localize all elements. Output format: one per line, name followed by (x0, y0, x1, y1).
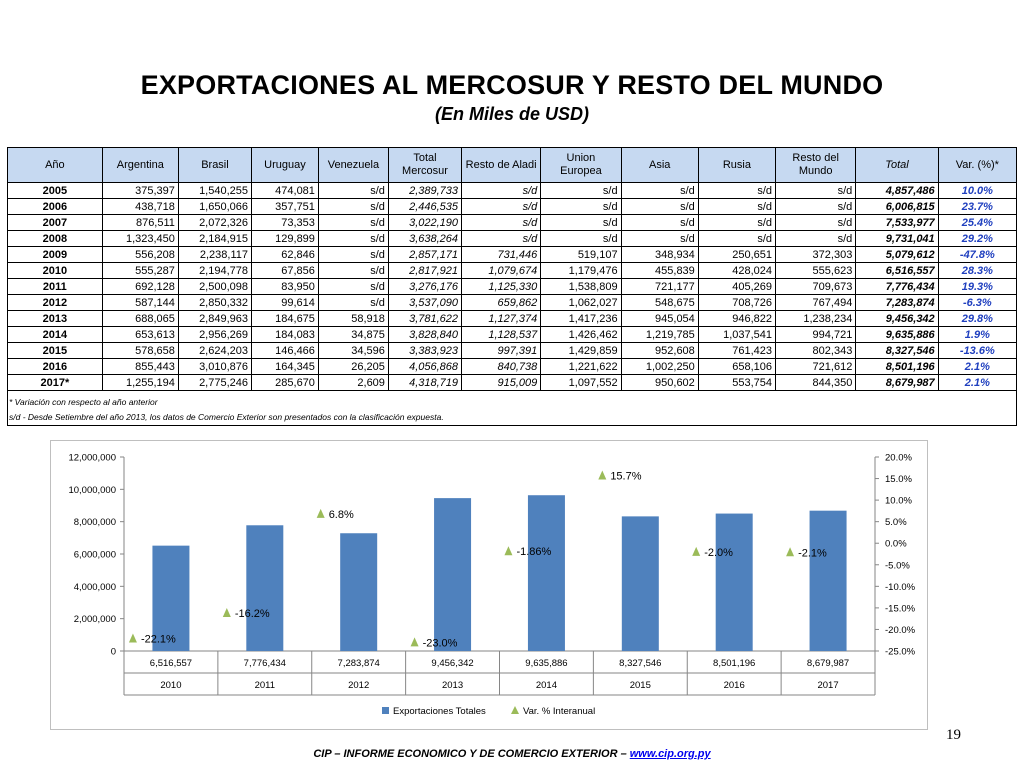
right-tick-label: 15.0% (885, 474, 912, 486)
category-label: 2016 (723, 680, 745, 691)
table-cell: 1,221,622 (541, 359, 621, 375)
table-cell: 555,287 (102, 263, 178, 279)
table-cell: s/d (318, 231, 388, 247)
header-cell: Uruguay (252, 148, 319, 183)
right-tick-label: 0.0% (885, 538, 907, 550)
table-cell: 1,179,476 (541, 263, 621, 279)
table-cell: 997,391 (462, 343, 541, 359)
legend-marker-label: Var. % Interanual (523, 706, 596, 717)
table-cell: s/d (621, 199, 698, 215)
table-cell: 1,426,462 (541, 327, 621, 343)
header-cell: Var. (%)* (938, 148, 1016, 183)
table-cell: 6,006,815 (856, 199, 938, 215)
table-cell: 1,079,674 (462, 263, 541, 279)
table-cell: 438,718 (102, 199, 178, 215)
table-cell: s/d (776, 183, 856, 199)
table-cell: 184,675 (252, 311, 319, 327)
year-cell: 2005 (8, 183, 103, 199)
table-cell: 2,817,921 (388, 263, 461, 279)
table-cell: 2.1% (938, 375, 1016, 391)
table-cell: 34,596 (318, 343, 388, 359)
table-cell: s/d (776, 215, 856, 231)
table-cell: 915,009 (462, 375, 541, 391)
category-label: 2012 (348, 680, 370, 691)
page-subtitle: (En Miles de USD) (434, 104, 590, 124)
table-cell: 950,602 (621, 375, 698, 391)
variation-label: -2.1% (798, 547, 827, 560)
table-cell: s/d (462, 183, 541, 199)
table-cell: 709,673 (776, 279, 856, 295)
table-cell: 2,849,963 (178, 311, 251, 327)
table-cell: 1,127,374 (462, 311, 541, 327)
table-cell: 1,128,537 (462, 327, 541, 343)
table-cell: 164,345 (252, 359, 319, 375)
table-cell: 348,934 (621, 247, 698, 263)
table-cell: s/d (541, 231, 621, 247)
table-row (8, 247, 1017, 263)
table-cell: 19.3% (938, 279, 1016, 295)
variation-marker (598, 471, 606, 480)
table-cell: 8,327,546 (856, 343, 938, 359)
bar (434, 498, 471, 651)
left-tick-label: 2,000,000 (73, 614, 116, 626)
right-tick-label: 10.0% (885, 495, 912, 507)
category-value-label: 7,283,874 (337, 658, 380, 669)
table-cell: 855,443 (102, 359, 178, 375)
table-cell: -13.6% (938, 343, 1016, 359)
table-cell: 2,850,332 (178, 295, 251, 311)
header-cell: Resto de Aladi (462, 148, 541, 183)
table-cell: 945,054 (621, 311, 698, 327)
table-cell: 587,144 (102, 295, 178, 311)
header-cell: Total (856, 148, 938, 183)
table-cell: 23.7% (938, 199, 1016, 215)
table-cell: 4,857,486 (856, 183, 938, 199)
table-row (8, 215, 1017, 231)
bar (340, 533, 377, 651)
table-cell: 731,446 (462, 247, 541, 263)
bar (528, 495, 565, 651)
table-cell: 1,540,255 (178, 183, 251, 199)
variation-marker (504, 546, 512, 555)
table-cell: s/d (698, 231, 775, 247)
table-cell: 1,238,234 (776, 311, 856, 327)
table-cell: 708,726 (698, 295, 775, 311)
table-cell: 658,106 (698, 359, 775, 375)
table-cell: -6.3% (938, 295, 1016, 311)
table-row (8, 359, 1017, 375)
table-cell: 2,389,733 (388, 183, 461, 199)
category-label: 2017 (817, 680, 839, 691)
table-cell: 1,062,027 (541, 295, 621, 311)
table-cell: 83,950 (252, 279, 319, 295)
left-tick-label: 10,000,000 (68, 484, 116, 496)
table-cell: 29.8% (938, 311, 1016, 327)
table-cell: s/d (698, 215, 775, 231)
category-label: 2010 (160, 680, 182, 691)
table-cell: 688,065 (102, 311, 178, 327)
table-cell: 1,255,194 (102, 375, 178, 391)
table-cell: 802,343 (776, 343, 856, 359)
variation-label: -16.2% (234, 608, 270, 621)
year-cell: 2015 (8, 343, 103, 359)
table-cell: s/d (318, 263, 388, 279)
header-cell: Resto del Mundo (776, 148, 856, 183)
legend-marker-swatch (511, 706, 519, 714)
category-label: 2011 (254, 680, 276, 691)
variation-marker (411, 637, 419, 646)
page-number: 19 (946, 727, 961, 743)
table-cell: 4,318,719 (388, 375, 461, 391)
table-cell: 6,516,557 (856, 263, 938, 279)
table-cell: 3,828,840 (388, 327, 461, 343)
table-cell: 876,511 (102, 215, 178, 231)
table-cell: s/d (541, 183, 621, 199)
year-cell: 2010 (8, 263, 103, 279)
exports-chart (50, 440, 928, 730)
table-cell: 653,613 (102, 327, 178, 343)
variation-label: 6.8% (328, 508, 354, 521)
variation-marker (129, 633, 137, 642)
year-cell: 2006 (8, 199, 103, 215)
table-cell: 129,899 (252, 231, 319, 247)
right-tick-label: -25.0% (885, 646, 916, 658)
table-cell: 3,638,264 (388, 231, 461, 247)
table-cell: 10.0% (938, 183, 1016, 199)
table-cell: 3,022,190 (388, 215, 461, 231)
right-tick-label: -15.0% (885, 603, 916, 615)
table-cell: 1,037,541 (698, 327, 775, 343)
right-tick-label: -20.0% (885, 624, 916, 636)
table-cell: 26,205 (318, 359, 388, 375)
table-cell: s/d (776, 231, 856, 247)
header-cell: Asia (621, 148, 698, 183)
table-cell: 146,466 (252, 343, 319, 359)
category-value-label: 7,776,434 (243, 658, 286, 669)
left-tick-label: 12,000,000 (68, 452, 116, 464)
table-cell: 29.2% (938, 231, 1016, 247)
table-cell: 840,738 (462, 359, 541, 375)
table-cell: 9,635,886 (856, 327, 938, 343)
table-cell: 58,918 (318, 311, 388, 327)
table-cell: 2.1% (938, 359, 1016, 375)
table-row (8, 375, 1017, 391)
table-cell: 721,612 (776, 359, 856, 375)
left-tick-label: 0 (110, 646, 116, 658)
table-row (8, 231, 1017, 247)
category-value-label: 8,327,546 (619, 658, 662, 669)
table-cell: s/d (318, 183, 388, 199)
year-cell: 2009 (8, 247, 103, 263)
table-cell: 2,184,915 (178, 231, 251, 247)
header-cell: Argentina (102, 148, 178, 183)
table-cell: 1,125,330 (462, 279, 541, 295)
year-cell: 2012 (8, 295, 103, 311)
table-cell: 2,956,269 (178, 327, 251, 343)
table-cell: 9,456,342 (856, 311, 938, 327)
table-cell: 5,079,612 (856, 247, 938, 263)
category-value-label: 9,635,886 (525, 658, 568, 669)
right-tick-label: -5.0% (885, 560, 910, 572)
table-cell: 2,072,326 (178, 215, 251, 231)
bar (716, 514, 753, 651)
table-cell: s/d (318, 247, 388, 263)
category-label: 2014 (535, 680, 558, 691)
table-cell: 7,283,874 (856, 295, 938, 311)
table-cell: 2,500,098 (178, 279, 251, 295)
table-cell: 285,670 (252, 375, 319, 391)
table-row (8, 279, 1017, 295)
left-tick-label: 8,000,000 (73, 517, 116, 529)
table-cell: 3,781,622 (388, 311, 461, 327)
category-label: 2013 (441, 680, 464, 691)
table-cell: 2,857,171 (388, 247, 461, 263)
table-cell: 474,081 (252, 183, 319, 199)
table-row (8, 295, 1017, 311)
table-cell: 455,839 (621, 263, 698, 279)
table-row (8, 263, 1017, 279)
category-value-label: 8,501,196 (713, 658, 756, 669)
table-cell: s/d (698, 183, 775, 199)
footer (0, 748, 1024, 760)
table-cell: 1,429,859 (541, 343, 621, 359)
variation-label: -2.0% (704, 546, 733, 559)
table-cell: 184,083 (252, 327, 319, 343)
table-cell: 952,608 (621, 343, 698, 359)
table-row (8, 199, 1017, 215)
table-cell: 9,731,041 (856, 231, 938, 247)
header-cell: Union Europea (541, 148, 621, 183)
table-cell: 553,754 (698, 375, 775, 391)
legend-bar-swatch (382, 707, 389, 714)
table-cell: s/d (462, 231, 541, 247)
header-cell: Venezuela (318, 148, 388, 183)
variation-label: -22.1% (140, 633, 176, 646)
table-cell: 1.9% (938, 327, 1016, 343)
legend-bar-label: Exportaciones Totales (393, 706, 486, 717)
category-value-label: 8,679,987 (806, 658, 850, 669)
variation-marker (692, 547, 700, 556)
year-cell: 2016 (8, 359, 103, 375)
table-cell: 2,609 (318, 375, 388, 391)
table-cell: 1,323,450 (102, 231, 178, 247)
table-cell: 2,446,535 (388, 199, 461, 215)
table-cell: 767,494 (776, 295, 856, 311)
table-cell: 1,650,066 (178, 199, 251, 215)
table-cell: 2,238,117 (178, 247, 251, 263)
table-header-row (8, 148, 1017, 183)
table-cell: 2,194,778 (178, 263, 251, 279)
table-cell: 555,623 (776, 263, 856, 279)
table-cell: 28.3% (938, 263, 1016, 279)
table-row (8, 343, 1017, 359)
year-cell: 2014 (8, 327, 103, 343)
table-cell: 1,219,785 (621, 327, 698, 343)
table-row (8, 327, 1017, 343)
table-cell: s/d (462, 199, 541, 215)
bar (622, 516, 659, 651)
variation-label: 15.7% (610, 470, 642, 483)
table-cell: 1,002,250 (621, 359, 698, 375)
table-cell: 67,856 (252, 263, 319, 279)
table-cell: 3,537,090 (388, 295, 461, 311)
left-tick-label: 4,000,000 (73, 581, 116, 593)
table-cell: 372,303 (776, 247, 856, 263)
table-cell: s/d (541, 215, 621, 231)
left-tick-label: 6,000,000 (73, 549, 116, 561)
table-cell: 721,177 (621, 279, 698, 295)
table-cell: 7,776,434 (856, 279, 938, 295)
variation-marker (317, 509, 325, 518)
table-cell: 8,679,987 (856, 375, 938, 391)
table-cell: 946,822 (698, 311, 775, 327)
table-cell: s/d (621, 215, 698, 231)
table-cell: -47.8% (938, 247, 1016, 263)
table-cell: 357,751 (252, 199, 319, 215)
year-cell: 2017* (8, 375, 103, 391)
table-cell: 3,276,176 (388, 279, 461, 295)
footnote-variation: * Variación con respecto al año anterior (9, 397, 158, 407)
table-cell: 1,538,809 (541, 279, 621, 295)
table-cell: 8,501,196 (856, 359, 938, 375)
table-cell: 844,350 (776, 375, 856, 391)
variation-label: -23.0% (422, 637, 458, 650)
table-cell: s/d (621, 231, 698, 247)
table-cell: s/d (318, 279, 388, 295)
footer-link[interactable]: www.cip.org.py (629, 748, 711, 760)
table-cell: 7,533,977 (856, 215, 938, 231)
table-cell: s/d (318, 295, 388, 311)
year-cell: 2007 (8, 215, 103, 231)
table-cell: 428,024 (698, 263, 775, 279)
variation-marker (223, 608, 231, 617)
table-cell: 761,423 (698, 343, 775, 359)
table-cell: 250,651 (698, 247, 775, 263)
table-cell: s/d (318, 215, 388, 231)
header-cell: Año (8, 148, 103, 183)
category-label: 2015 (629, 680, 651, 691)
table-cell: 1,417,236 (541, 311, 621, 327)
table-cell: 99,614 (252, 295, 319, 311)
variation-marker (786, 547, 794, 556)
table-cell: 73,353 (252, 215, 319, 231)
bar (246, 525, 283, 651)
right-tick-label: 5.0% (885, 517, 907, 529)
right-tick-label: -10.0% (885, 581, 916, 593)
table-cell: 2,775,246 (178, 375, 251, 391)
table-cell: 556,208 (102, 247, 178, 263)
table-cell: 548,675 (621, 295, 698, 311)
footer-text: CIP – INFORME ECONOMICO Y DE COMERCIO EXTERIOR – (313, 748, 630, 760)
table-row (8, 183, 1017, 199)
right-tick-label: 20.0% (885, 452, 912, 464)
year-cell: 2013 (8, 311, 103, 327)
table-cell: 692,128 (102, 279, 178, 295)
table-cell: 578,658 (102, 343, 178, 359)
table-cell: s/d (541, 199, 621, 215)
exports-table (7, 147, 1017, 391)
footnote-sd: s/d - Desde Setiembre del año 2013, los datos de Comercio Exterior son presentados con la clasificación expuesta. (9, 412, 444, 422)
table-cell: 375,397 (102, 183, 178, 199)
table-cell: 34,875 (318, 327, 388, 343)
table-cell: s/d (776, 199, 856, 215)
variation-label: -1.86% (516, 546, 552, 559)
table-cell: s/d (318, 199, 388, 215)
table-cell: s/d (462, 215, 541, 231)
page-title: EXPORTACIONES AL MERCOSUR Y RESTO DEL MUNDO (140, 70, 884, 100)
category-value-label: 6,516,557 (149, 658, 193, 669)
table-cell: 519,107 (541, 247, 621, 263)
table-cell: s/d (698, 199, 775, 215)
table-row (8, 311, 1017, 327)
table-cell: 4,056,868 (388, 359, 461, 375)
header-cell: Brasil (178, 148, 251, 183)
table-cell: s/d (621, 183, 698, 199)
year-cell: 2011 (8, 279, 103, 295)
table-cell: 2,624,203 (178, 343, 251, 359)
header-cell: Total Mercosur (388, 148, 461, 183)
table-cell: 3,383,923 (388, 343, 461, 359)
table-cell: 1,097,552 (541, 375, 621, 391)
table-cell: 25.4% (938, 215, 1016, 231)
year-cell: 2008 (8, 231, 103, 247)
table-cell: 659,862 (462, 295, 541, 311)
chart-svg (51, 441, 927, 729)
category-value-label: 9,456,342 (431, 658, 474, 669)
table-cell: 62,846 (252, 247, 319, 263)
table-cell: 3,010,876 (178, 359, 251, 375)
table-cell: 994,721 (776, 327, 856, 343)
header-cell: Rusia (698, 148, 775, 183)
table-cell: 405,269 (698, 279, 775, 295)
bar (810, 511, 847, 651)
